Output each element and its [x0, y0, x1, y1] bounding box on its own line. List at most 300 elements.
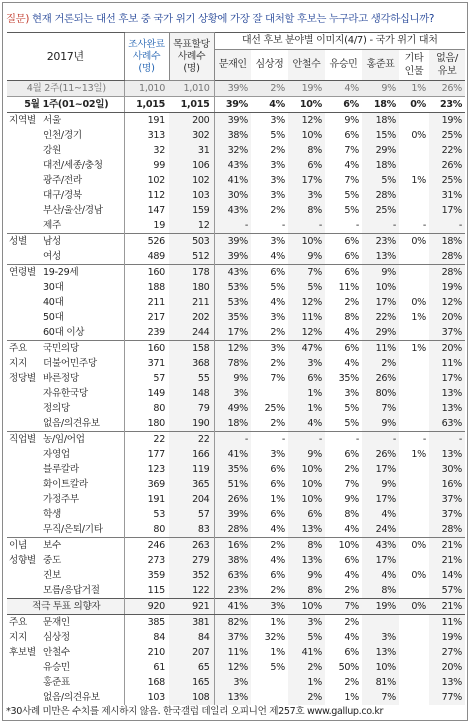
value-cell: 2% [325, 615, 362, 631]
value-cell: 11% [338, 282, 359, 293]
value-cell: 2% [344, 585, 359, 596]
sample-done: 53 [124, 507, 169, 522]
value-cell: 3% [270, 312, 285, 323]
table-row [7, 310, 465, 325]
table-row [7, 173, 465, 188]
row-group [7, 568, 41, 583]
value-cell: 25% [429, 128, 465, 143]
value-cell: 8% [288, 583, 325, 599]
value-cell: 5% [288, 630, 325, 645]
value-cell: 11% [362, 341, 399, 357]
sample-target: 148 [169, 386, 214, 401]
sample-target: 190 [169, 416, 214, 432]
value-cell: 28% [429, 265, 465, 281]
table-row [7, 615, 465, 631]
sample-target: 31 [169, 143, 214, 158]
value-cell: 0% [399, 599, 429, 615]
value-cell: 7% [288, 265, 325, 281]
header-year: 2017년 [7, 33, 124, 81]
value-cell: - [325, 432, 362, 448]
value-cell: 37% [429, 492, 465, 507]
sample-target: 202 [169, 310, 214, 325]
sample-target: 365 [169, 477, 214, 492]
header-candidate: 안철수 [288, 50, 325, 81]
value-cell: 37% [214, 630, 251, 645]
table-row [7, 128, 465, 143]
value-cell: 3% [251, 113, 288, 129]
row-group [7, 690, 41, 705]
value-cell: 2% [251, 538, 288, 554]
value-cell [399, 645, 429, 660]
table-row [7, 280, 465, 295]
value-cell: 6% [270, 479, 285, 490]
sample-done: 489 [124, 249, 169, 265]
value-cell [399, 325, 429, 341]
value-cell: 23% [214, 583, 251, 599]
value-cell: 6% [325, 341, 362, 357]
value-cell: 13% [429, 447, 465, 462]
table-row [7, 660, 465, 675]
row-label: 진보 [43, 570, 61, 581]
table-row [7, 113, 465, 129]
value-cell: 26% [429, 81, 465, 97]
sample-target: 180 [169, 280, 214, 295]
row-label: 대구/경북 [43, 190, 82, 201]
value-cell: 2% [270, 358, 285, 369]
sample-done: 84 [124, 630, 169, 645]
value-cell: 13% [288, 553, 325, 568]
table-row [7, 203, 465, 218]
value-cell: 9% [362, 416, 399, 432]
value-cell: - [288, 432, 325, 448]
value-cell: 20% [429, 310, 465, 325]
table-row [7, 218, 465, 234]
sample-done: 99 [124, 158, 169, 173]
sample-target: 84 [169, 630, 214, 645]
value-cell: 13% [362, 249, 399, 265]
value-cell: 28% [429, 249, 465, 265]
value-cell [251, 675, 288, 690]
value-cell: 6% [288, 371, 325, 386]
value-cell [399, 113, 429, 129]
value-cell: 2% [270, 418, 285, 429]
value-cell: 3% [214, 386, 251, 401]
table-row [7, 492, 465, 507]
value-cell: 1% [411, 312, 426, 323]
row-label: 5월 1주(01~02일) [7, 97, 124, 113]
value-cell: 1% [270, 647, 285, 658]
value-cell: 39% [214, 97, 251, 113]
value-cell: 9% [214, 371, 251, 386]
row-group [7, 401, 41, 416]
value-cell: 28% [362, 188, 399, 203]
value-cell: 10% [325, 538, 362, 554]
value-cell: 26% [214, 492, 251, 507]
value-cell: 5% [270, 662, 285, 673]
row-group: 주요 [7, 615, 41, 631]
sample-done: 369 [124, 477, 169, 492]
value-cell [399, 675, 429, 690]
table-row [7, 645, 465, 660]
sample-done: 371 [124, 356, 169, 371]
row-label: 중도 [43, 555, 61, 566]
sample-target: 83 [169, 522, 214, 538]
value-cell: 6% [270, 509, 285, 520]
value-cell: - [251, 432, 288, 448]
sample-target: 302 [169, 128, 214, 143]
value-cell: 4% [270, 555, 285, 566]
value-cell: 53% [214, 280, 251, 295]
value-cell: 78% [214, 356, 251, 371]
value-cell [399, 615, 429, 631]
value-cell: - [362, 218, 399, 234]
value-cell: 12% [288, 325, 325, 341]
value-cell [399, 280, 429, 295]
value-cell: 4% [344, 570, 359, 581]
table-row [7, 401, 465, 416]
value-cell: 18% [362, 97, 399, 113]
row-label: 서울 [41, 113, 124, 129]
value-cell: 6% [344, 130, 359, 141]
sample-target: 102 [169, 173, 214, 188]
row-group [7, 295, 41, 310]
sample-target: 22 [169, 432, 214, 448]
value-cell: 6% [288, 507, 325, 522]
sample-target: 122 [169, 583, 214, 599]
row-label: 블루칼라 [43, 464, 79, 475]
value-cell: 1% [399, 81, 429, 97]
table-row [7, 630, 465, 645]
sample-target: 368 [169, 356, 214, 371]
sample-done: 385 [124, 615, 169, 631]
value-cell: 6% [344, 555, 359, 566]
value-cell: 18% [362, 113, 399, 129]
value-cell: 50% [338, 662, 359, 673]
row-group [7, 249, 41, 265]
value-cell: 1% [251, 615, 288, 631]
value-cell: 6% [325, 234, 362, 250]
value-cell: 3% [270, 160, 285, 171]
value-cell: 1% [288, 401, 325, 416]
sample-done: 526 [124, 234, 169, 250]
value-cell [399, 462, 429, 477]
value-cell: 25% [429, 173, 465, 188]
value-cell [251, 690, 288, 705]
sample-done: 57 [124, 371, 169, 386]
value-cell: 5% [344, 190, 359, 201]
value-cell: 23% [429, 97, 465, 113]
sample-done: 115 [124, 583, 169, 599]
row-group [7, 492, 41, 507]
value-cell: 13% [429, 386, 465, 401]
value-cell: 4% [344, 327, 359, 338]
value-cell: 4% [362, 568, 399, 583]
value-cell: 49% [214, 401, 251, 416]
value-cell: 3% [270, 190, 285, 201]
sample-target: 1,010 [169, 81, 214, 97]
value-cell: 9% [362, 477, 399, 492]
value-cell: 1% [399, 341, 429, 357]
value-cell: 9% [288, 568, 325, 583]
value-cell [399, 143, 429, 158]
value-cell: 18% [214, 416, 251, 432]
value-cell: - [281, 220, 285, 231]
value-cell: 3% [288, 188, 325, 203]
value-cell: 2% [362, 356, 399, 371]
row-label: 화이트칼라 [43, 479, 88, 490]
row-group [7, 173, 41, 188]
table-row [7, 553, 465, 568]
value-cell [399, 492, 429, 507]
row-label: 안철수 [43, 647, 70, 658]
row-group: 연령별 [7, 265, 41, 281]
row-group: 지지 [9, 358, 27, 369]
row-label: 40대 [43, 297, 64, 308]
row-group [7, 310, 41, 325]
value-cell: 13% [429, 401, 465, 416]
value-cell: 31% [429, 188, 465, 203]
sample-done: 103 [124, 690, 169, 705]
table-row [7, 599, 465, 615]
row-group: 지지 [9, 632, 27, 643]
value-cell: 39% [214, 81, 251, 97]
value-cell: 47% [288, 341, 325, 357]
value-cell: 3% [270, 175, 285, 186]
value-cell: 19% [429, 113, 465, 129]
value-cell: 18% [362, 158, 399, 173]
row-label: 50대 [43, 312, 64, 323]
question-text: 현재 거론되는 대선 후보 중 국가 위기 상황에 가장 잘 대처할 후보는 누구라고 생각하십니까? [32, 13, 435, 25]
value-cell: 26% [362, 447, 399, 462]
sample-done: 177 [124, 447, 169, 462]
value-cell: 4% [325, 81, 362, 97]
value-cell: 5% [270, 130, 285, 141]
value-cell: 3% [288, 356, 325, 371]
value-cell: 28% [214, 522, 251, 538]
value-cell [399, 188, 429, 203]
value-cell: 25% [362, 203, 399, 218]
value-cell: 3% [251, 234, 288, 250]
value-cell: 37% [429, 325, 465, 341]
sample-done: 920 [124, 599, 169, 615]
row-label: 30대 [43, 282, 64, 293]
sample-done: 191 [124, 492, 169, 507]
value-cell: - [362, 432, 399, 448]
value-cell: 12% [214, 341, 251, 357]
value-cell: 20% [429, 341, 465, 357]
value-cell: 28% [429, 522, 465, 538]
table-row [7, 81, 465, 97]
sample-done: 32 [124, 143, 169, 158]
row-label: 19-29세 [41, 265, 124, 281]
sample-target: 512 [169, 249, 214, 265]
row-label: 부산/울산/경남 [43, 205, 103, 216]
sample-done: 102 [124, 173, 169, 188]
value-cell: 29% [362, 143, 399, 158]
value-cell: 19% [362, 599, 399, 615]
row-group: 성향별 [9, 555, 36, 566]
sample-target: 352 [169, 568, 214, 583]
row-label: 농/임/어업 [41, 432, 124, 448]
value-cell: 18% [429, 234, 465, 250]
value-cell: 6% [288, 158, 325, 173]
header-sample-done-text: 조사완료 사례수 (명) [128, 38, 165, 74]
value-cell: 5% [362, 173, 399, 188]
value-cell: 37% [429, 507, 465, 522]
value-cell: - [288, 218, 325, 234]
value-cell: 9% [344, 494, 359, 505]
sample-target: 503 [169, 234, 214, 250]
value-cell: 3% [288, 615, 325, 631]
value-cell: 2% [270, 327, 285, 338]
row-group: 직업별 [7, 432, 41, 448]
table-row [7, 325, 465, 341]
footnote: *30사례 미만은 수치를 제시하지 않음. 한국갤럽 데일리 오피니언 제257호 www.gallup.co.kr [6, 706, 384, 717]
sample-target: 103 [169, 188, 214, 203]
value-cell: 5% [344, 403, 359, 414]
value-cell: 5% [288, 280, 325, 295]
value-cell [399, 386, 429, 401]
sample-done: 19 [124, 218, 169, 234]
sample-target: 200 [169, 113, 214, 129]
row-label: 적극 투표 의향자 [7, 599, 124, 615]
sample-target: 106 [169, 158, 214, 173]
value-cell: 35% [338, 373, 359, 384]
value-cell: 4% [362, 507, 399, 522]
value-cell: 8% [288, 203, 325, 218]
value-cell: 4% [344, 160, 359, 171]
value-cell: - [399, 432, 429, 448]
table-row [7, 538, 465, 554]
value-cell: 38% [214, 553, 251, 568]
table-row [7, 188, 465, 203]
value-cell: 5% [344, 418, 359, 429]
row-group: 지역별 [7, 113, 41, 129]
sample-target: 166 [169, 447, 214, 462]
sample-done: 210 [124, 645, 169, 660]
value-cell: 6% [270, 464, 285, 475]
value-cell: 43% [214, 203, 251, 218]
value-cell [399, 249, 429, 265]
value-cell: 2% [288, 690, 325, 705]
row-group [7, 583, 41, 599]
row-label: 홍준표 [43, 677, 70, 688]
sample-done: 188 [124, 280, 169, 295]
table-row [7, 234, 465, 250]
header-candidate: 기타 인물 [399, 50, 429, 81]
value-cell: 1% [411, 175, 426, 186]
row-label: 자영업 [43, 449, 70, 460]
value-cell: 3% [214, 675, 251, 690]
sample-done: 80 [124, 401, 169, 416]
value-cell: 51% [214, 477, 251, 492]
header-candidate: 문재인 [214, 50, 251, 81]
value-cell: 19% [429, 630, 465, 645]
row-label: 대전/세종/충청 [43, 160, 103, 171]
value-cell [399, 356, 429, 371]
value-cell: 8% [362, 583, 399, 599]
sample-done: 112 [124, 188, 169, 203]
value-cell: 13% [362, 645, 399, 660]
value-cell: 6% [344, 647, 359, 658]
sample-done: 180 [124, 416, 169, 432]
value-cell: 32% [264, 632, 285, 643]
value-cell: 43% [214, 265, 251, 281]
value-cell: 11% [214, 645, 251, 660]
value-cell: 7% [344, 145, 359, 156]
value-cell: 9% [362, 81, 399, 97]
row-label: 바른정당 [43, 373, 79, 384]
value-cell: 38% [214, 128, 251, 143]
value-cell: 39% [214, 507, 251, 522]
value-cell: 10% [288, 128, 325, 143]
table-row [7, 675, 465, 690]
value-cell: 21% [429, 599, 465, 615]
value-cell: 9% [325, 113, 362, 129]
value-cell [399, 203, 429, 218]
value-cell: 14% [429, 568, 465, 583]
value-cell: 7% [362, 401, 399, 416]
value-cell: 1% [411, 449, 426, 460]
value-cell: 41% [288, 645, 325, 660]
value-cell [399, 158, 429, 173]
row-label: 여성 [43, 251, 61, 262]
value-cell: 16% [214, 538, 251, 554]
value-cell: 10% [288, 492, 325, 507]
value-cell: 30% [214, 188, 251, 203]
header-candidate: 없음/ 유보 [429, 50, 465, 81]
value-cell: 22% [429, 143, 465, 158]
row-group [7, 507, 41, 522]
sample-target: 211 [169, 295, 214, 310]
table-row [7, 416, 465, 432]
value-cell: 11% [429, 356, 465, 371]
value-cell: 1% [270, 494, 285, 505]
value-cell: 4% [344, 358, 359, 369]
value-cell: 11% [288, 310, 325, 325]
value-cell [362, 615, 399, 631]
value-cell: 17% [429, 371, 465, 386]
row-group [7, 416, 41, 432]
value-cell: 2% [270, 585, 285, 596]
table-row [7, 522, 465, 538]
row-label: 무직/은퇴/기타 [43, 524, 103, 535]
value-cell: 21% [429, 538, 465, 554]
value-cell: 39% [214, 249, 251, 265]
value-cell: 17% [429, 203, 465, 218]
table-row [7, 295, 465, 310]
value-cell: 35% [214, 462, 251, 477]
value-cell: 63% [214, 568, 251, 583]
value-cell: 20% [429, 660, 465, 675]
sample-target: 263 [169, 538, 214, 554]
value-cell: 9% [288, 249, 325, 265]
table-row [7, 432, 465, 448]
value-cell: 32% [214, 143, 251, 158]
value-cell: 4% [270, 297, 285, 308]
sample-target: 279 [169, 553, 214, 568]
row-label: 인천/경기 [43, 130, 82, 141]
value-cell: 21% [429, 553, 465, 568]
value-cell: 1% [344, 692, 359, 703]
table-row [7, 158, 465, 173]
value-cell: 4% [344, 524, 359, 535]
crosstab-table [7, 32, 465, 705]
value-cell: 13% [288, 522, 325, 538]
value-cell: 12% [214, 660, 251, 675]
value-cell: - [214, 432, 251, 448]
value-cell: 6% [251, 265, 288, 281]
